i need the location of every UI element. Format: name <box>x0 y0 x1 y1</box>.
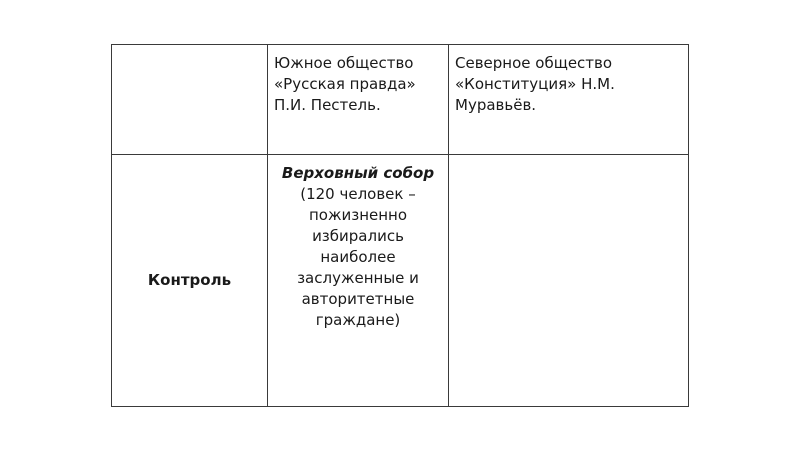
southern-society-heading: Южное общество «Русская правда» П.И. Пестель. <box>274 54 416 114</box>
row-label-cell <box>112 155 268 407</box>
northern-society-heading: Северное общество «Конституция» Н.М. Муравьёв. <box>455 54 615 114</box>
header-cell-southern-society <box>268 45 449 155</box>
row-label: Контроль <box>147 271 232 289</box>
comparison-table <box>111 44 689 407</box>
header-cell-northern-society <box>449 45 689 155</box>
header-cell-empty <box>112 45 268 155</box>
header-cell-empty-text <box>112 45 267 53</box>
table-row <box>112 155 689 407</box>
supreme-council-title: Верховный собор <box>281 164 435 182</box>
table-header-row <box>112 45 689 155</box>
southern-society-cell <box>268 155 449 407</box>
supreme-council-description: (120 человек – пожизненно избирались наиболее заслуженные и авторитетные граждане) <box>297 185 419 329</box>
northern-society-cell <box>449 155 689 407</box>
